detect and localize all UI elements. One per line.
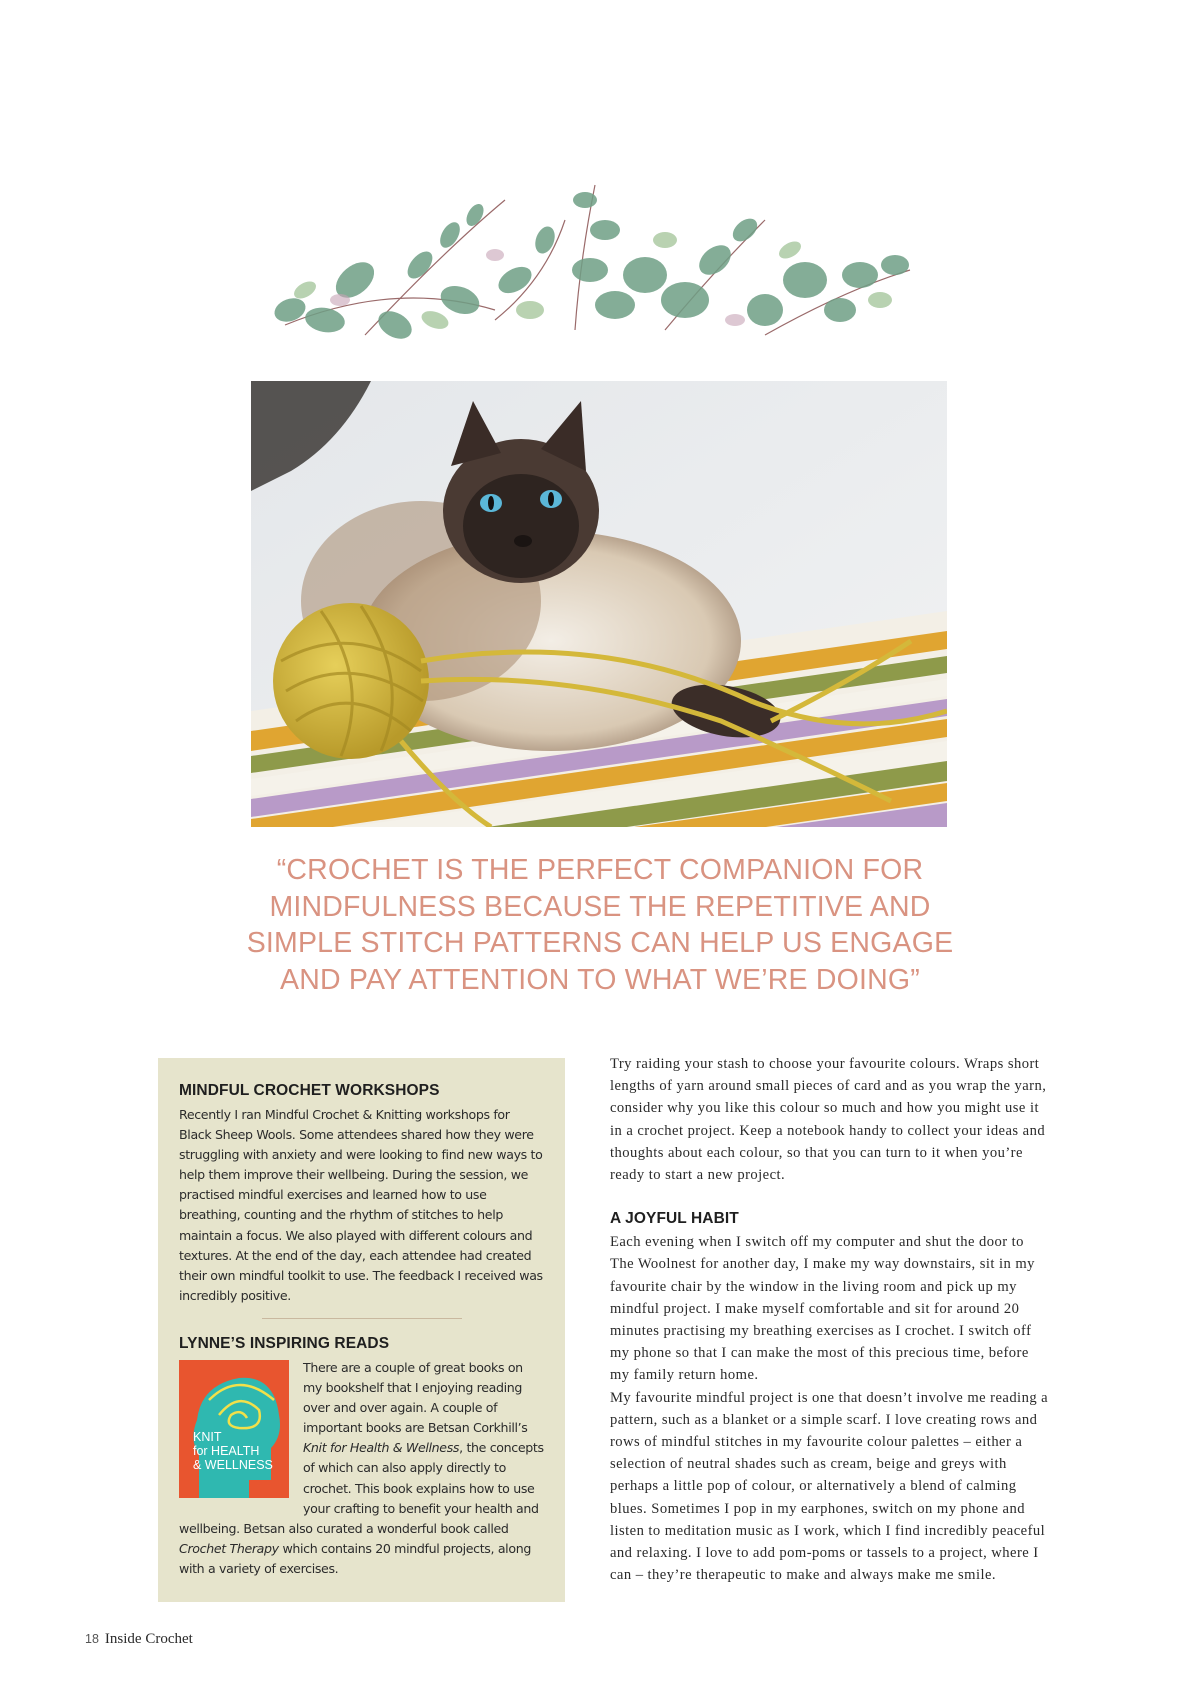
pull-quote: “CROCHET IS THE PERFECT COMPANION FOR MINDFULNESS BECAUSE THE REPETITIVE AND SIMPLE STITCH PATTERNS CAN HELP US ENGAGE AND PAY ATTENTION TO WHAT WE’RE DOING” [246, 854, 954, 996]
publication-name: Inside Crochet [104, 1631, 193, 1647]
body-paragraph-1: Try raiding your stash to choose your favourite colours. Wraps short lengths of yarn around small pieces of card and as you wrap the yarn, consider why you like this colour so much and how you might use it in a crochet project. Keep a notebook handy to collect your ideas and thoughts about each colour, so that you can turn to it when you’re ready to start a new project. [610, 1056, 1047, 1184]
eucalyptus-leaves-illustration [245, 160, 935, 360]
sidebar-box [158, 1058, 565, 1602]
reads-section [179, 1358, 545, 1579]
reads-heading: LYNNE’S INSPIRING READS [179, 1334, 390, 1352]
body-paragraph-2: Each evening when I switch off my computer and shut the door to The Woolnest for another day, I make my way downstairs, sit in my favourite chair by the window in the living room and pick up my mindful project. I make myself comfortable and sit for around 20 minutes practising my breathing exercises as I crochet. I switch off my phone so that I can make the most of this precious time, before my family return home. [610, 1234, 1035, 1384]
sidebar-divider [262, 1318, 462, 1319]
workshops-heading: MINDFUL CROCHET WORKSHOPS [179, 1082, 440, 1099]
cat-with-yarn-photo [251, 381, 947, 827]
page-footer [85, 1631, 193, 1648]
page-number: 18 [85, 1632, 99, 1646]
reads-book-title-1: Knit for Health & Wellness [303, 1440, 460, 1456]
book-cover-image [179, 1360, 289, 1498]
reads-text-part-1: There are a couple of great books on my bookshelf that I enjoying reading over and over again. A couple of important books are Betsan Corkhill’s [303, 1359, 528, 1436]
main-column [610, 1053, 1050, 1586]
joyful-habit-heading: A JOYFUL HABIT [610, 1210, 739, 1228]
body-paragraph-3: My favourite mindful project is one that doesn’t involve me reading a pattern, such as a blanket or a simple scarf. I love creating rows and rows of mindful stitches in my favourite colour palettes – either a selection of neutral shades such as cream, beige and greys with perhaps a little pop of colour, or alternatively a blend of calming blues. Sometimes I pop in my earphones, switch on my phone and listen to meditation music as I work, which I find incredibly peaceful and relaxing. I love to add pom-poms or tassels to a project, where I can – they’re therapeutic to make and always make me smile. [610, 1389, 1049, 1584]
workshops-text: Recently I ran Mindful Crochet & Knitting workshops for Black Sheep Wools. Some attendees shared how they were struggling with anxiety and were looking to find new ways to help them improve their wellbeing. During the session, we practised mindful exercises and learned how to use breathing, counting and the rhythm of stitches to help maintain a focus. We also played with different colours and textures. At the end of the day, each attendee had created their own mindful toolkit to use. The feedback I received was incredibly positive. [179, 1107, 543, 1303]
reads-book-title-2: Crochet Therapy [179, 1540, 279, 1556]
reads-text-part-3: which contains 20 mindful projects, along with a variety of exercises. [179, 1540, 531, 1576]
reads-text-part-2: , the concepts of which can also apply directly to crochet. This book explains how to use your crafting to benefit your health and wellbeing. Betsan also curated a wonderful book called [179, 1440, 544, 1536]
book-cover-title: KNIT for HEALTH & WELLNESS [193, 1429, 273, 1472]
